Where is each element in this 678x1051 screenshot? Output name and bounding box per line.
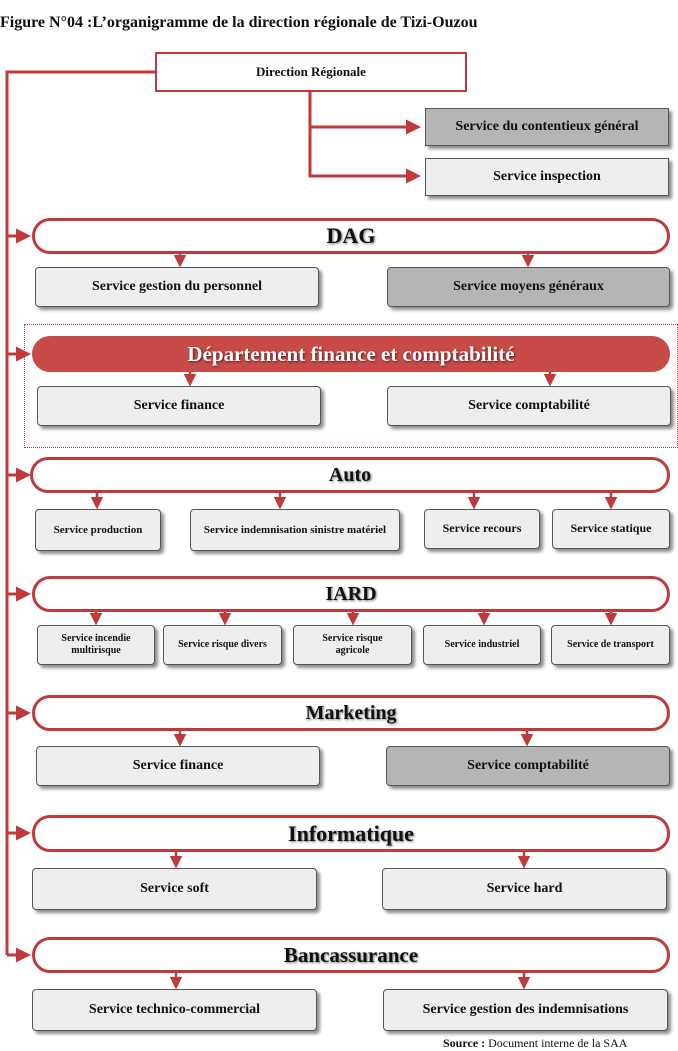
service-recours: Service recours: [424, 509, 540, 549]
service-finance-1: Service finance: [37, 386, 321, 426]
service-comptabilite-2: Service comptabilité: [386, 746, 670, 786]
service-industriel: Service industriel: [423, 625, 541, 665]
figure-title: Figure N°04 :L’organigramme de la direction régionale de Tizi-Ouzou: [0, 14, 478, 31]
service-gestion-personnel: Service gestion du personnel: [35, 267, 319, 307]
service-risque-divers: Service risque divers: [163, 625, 282, 665]
service-incendie-multirisque: Service incendie multirisque: [37, 625, 155, 665]
service-transport: Service de transport: [551, 625, 670, 665]
dept-dag: DAG: [32, 218, 670, 254]
source-note: [443, 1036, 627, 1051]
dept-finance-comptabilite: Département finance et comptabilité: [32, 336, 670, 372]
dept-marketing: Marketing: [32, 695, 670, 731]
dept-bancassurance: Bancassurance: [32, 937, 670, 973]
service-statique: Service statique: [552, 509, 670, 549]
service-comptabilite-1: Service comptabilité: [387, 386, 671, 426]
dept-iard: IARD: [32, 576, 670, 612]
source-label: Source :: [443, 1036, 486, 1050]
service-technico-commercial: Service technico-commercial: [32, 989, 317, 1031]
service-hard: Service hard: [382, 868, 667, 910]
service-gestion-indemnisations: Service gestion des indemnisations: [383, 989, 668, 1031]
dept-auto: Auto: [30, 457, 670, 493]
service-contentieux-box: Service du contentieux général: [425, 108, 669, 146]
service-risque-agricole: Service risque agricole: [293, 625, 412, 665]
service-indemnisation-sinistre: Service indemnisation sinistre matériel: [190, 509, 400, 551]
service-moyens-generaux: Service moyens généraux: [387, 267, 670, 307]
service-finance-2: Service finance: [36, 746, 320, 786]
service-production: Service production: [35, 509, 161, 551]
direction-regionale-box: Direction Régionale: [155, 52, 467, 92]
service-soft: Service soft: [32, 868, 317, 910]
dept-informatique: Informatique: [32, 815, 670, 852]
source-text: Document interne de la SAA: [485, 1036, 628, 1050]
service-inspection-box: Service inspection: [425, 158, 669, 196]
